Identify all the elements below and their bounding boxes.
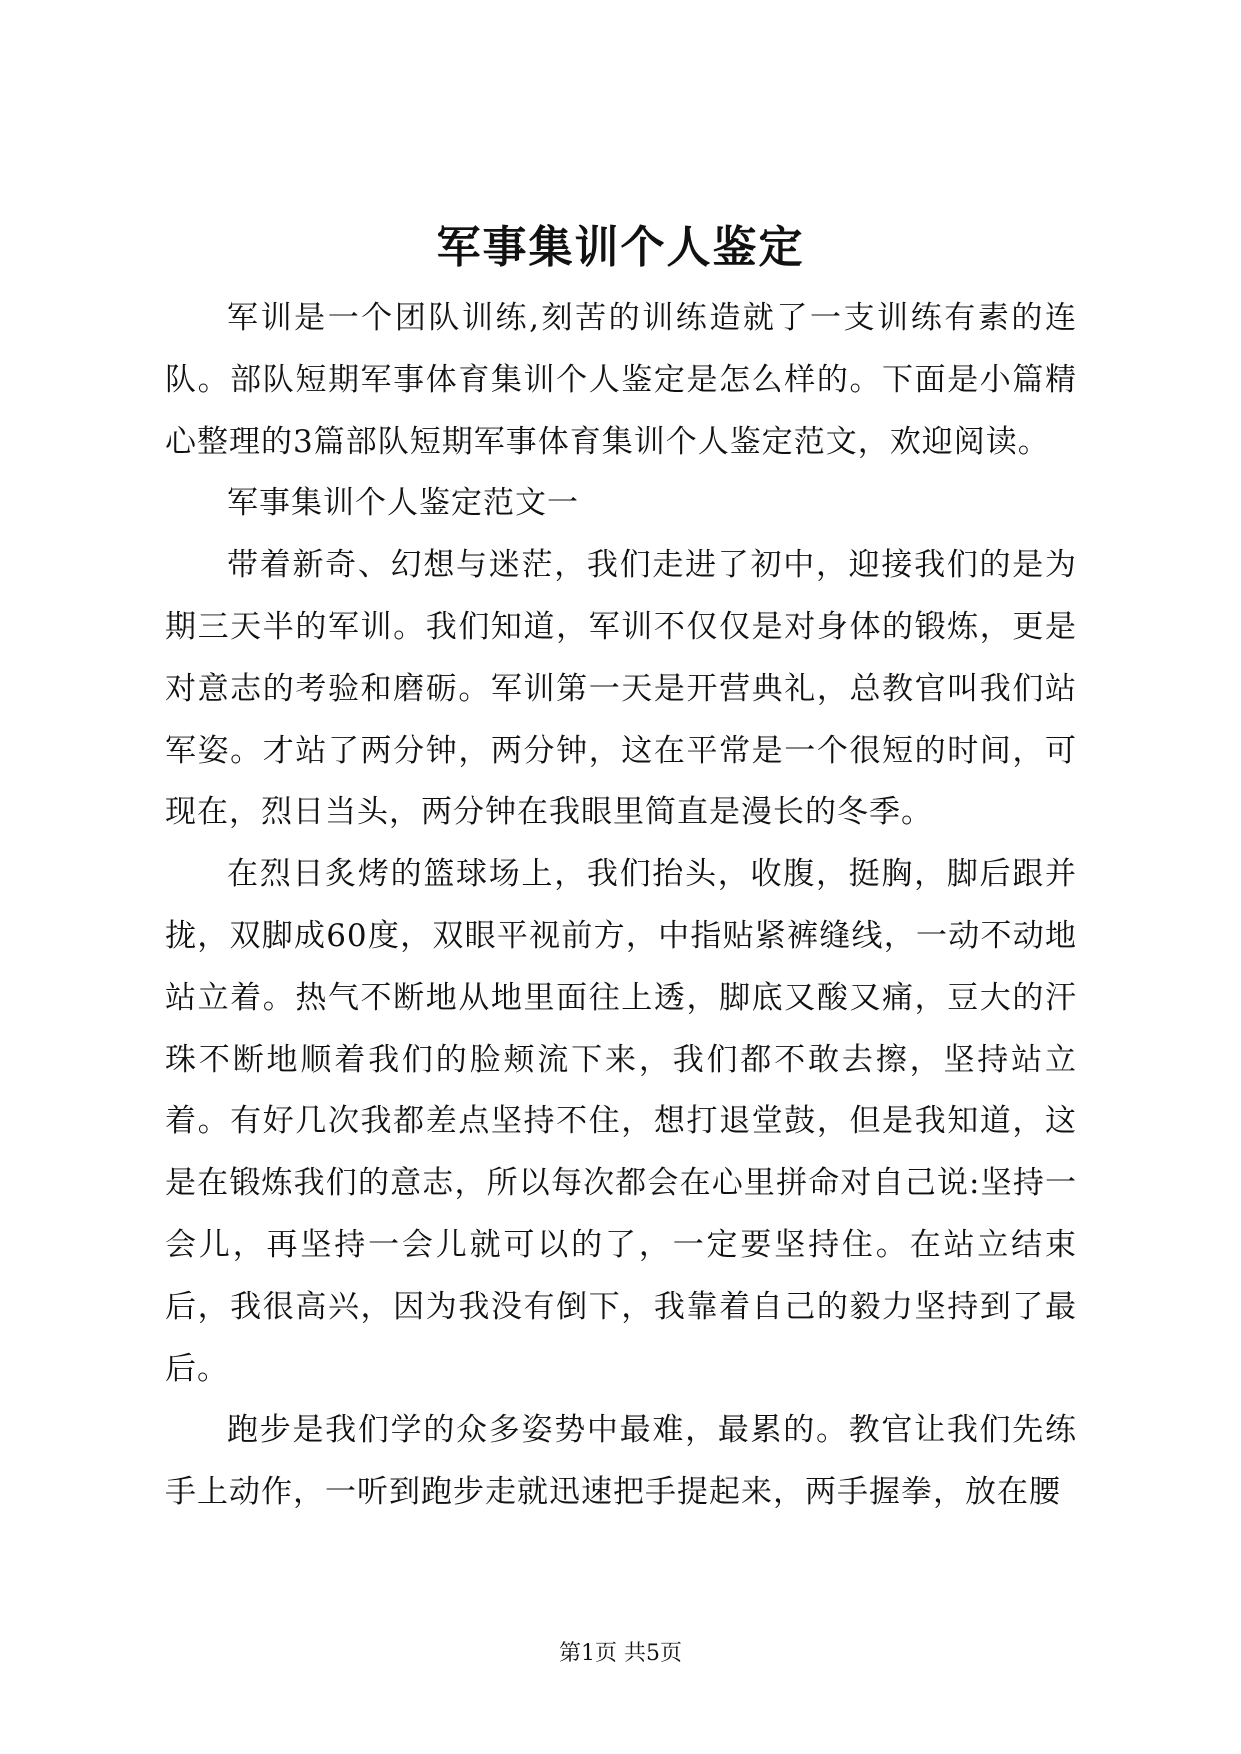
intro-paragraph: 军训是一个团队训练,刻苦的训练造就了一支训练有素的连队。部队短期军事体育集训个人鉴定是怎么样的。下面是小篇精心整理的3篇部队短期军事体育集训个人鉴定范文，欢迎阅读。: [165, 300, 1077, 460]
page-number-footer: 第1页 共5页: [559, 1641, 682, 1666]
body-paragraph: 带着新奇、幻想与迷茫，我们走进了初中，迎接我们的是为期三天半的军训。我们知道，军训不仅仅是对身体的锻炼，更是对意志的考验和磨砺。军训第一天是开营典礼，总教官叫我们站军姿。才站了两分钟，两分钟，这在平常是一个很短的时间，可现在，烈日当头，两分钟在我眼里简直是漫长的冬季。: [165, 547, 1077, 831]
document-body: [165, 288, 1077, 1524]
body-paragraph: 在烈日炙烤的篮球场上，我们抬头，收腹，挺胸，脚后跟并拢，双脚成60度，双眼平视前方，中指贴紧裤缝线，一动不动地站立着。热气不断地从地里面往上透，脚底又酸又痛，豆大的汗珠不断地顺着我们的脸颊流下来，我们都不敢去擦，坚持站立着。有好几次我都差点坚持不住，想打退堂鼓，但是我知道，这是在锻炼我们的意志，所以每次都会在心里拼命对自己说:坚持一会儿，再坚持一会儿就可以的了，一定要坚持住。在站立结束后，我很高兴，因为我没有倒下，我靠着自己的毅力坚持到了最后。: [165, 856, 1077, 1387]
section-heading: 军事集训个人鉴定范文一: [227, 485, 579, 522]
document-title: 军事集训个人鉴定: [436, 222, 805, 273]
body-paragraph: 跑步是我们学的众多姿势中最难，最累的。教官让我们先练手上动作，一听到跑步走就迅速把手提起来，两手握拳，放在腰: [165, 1412, 1077, 1511]
